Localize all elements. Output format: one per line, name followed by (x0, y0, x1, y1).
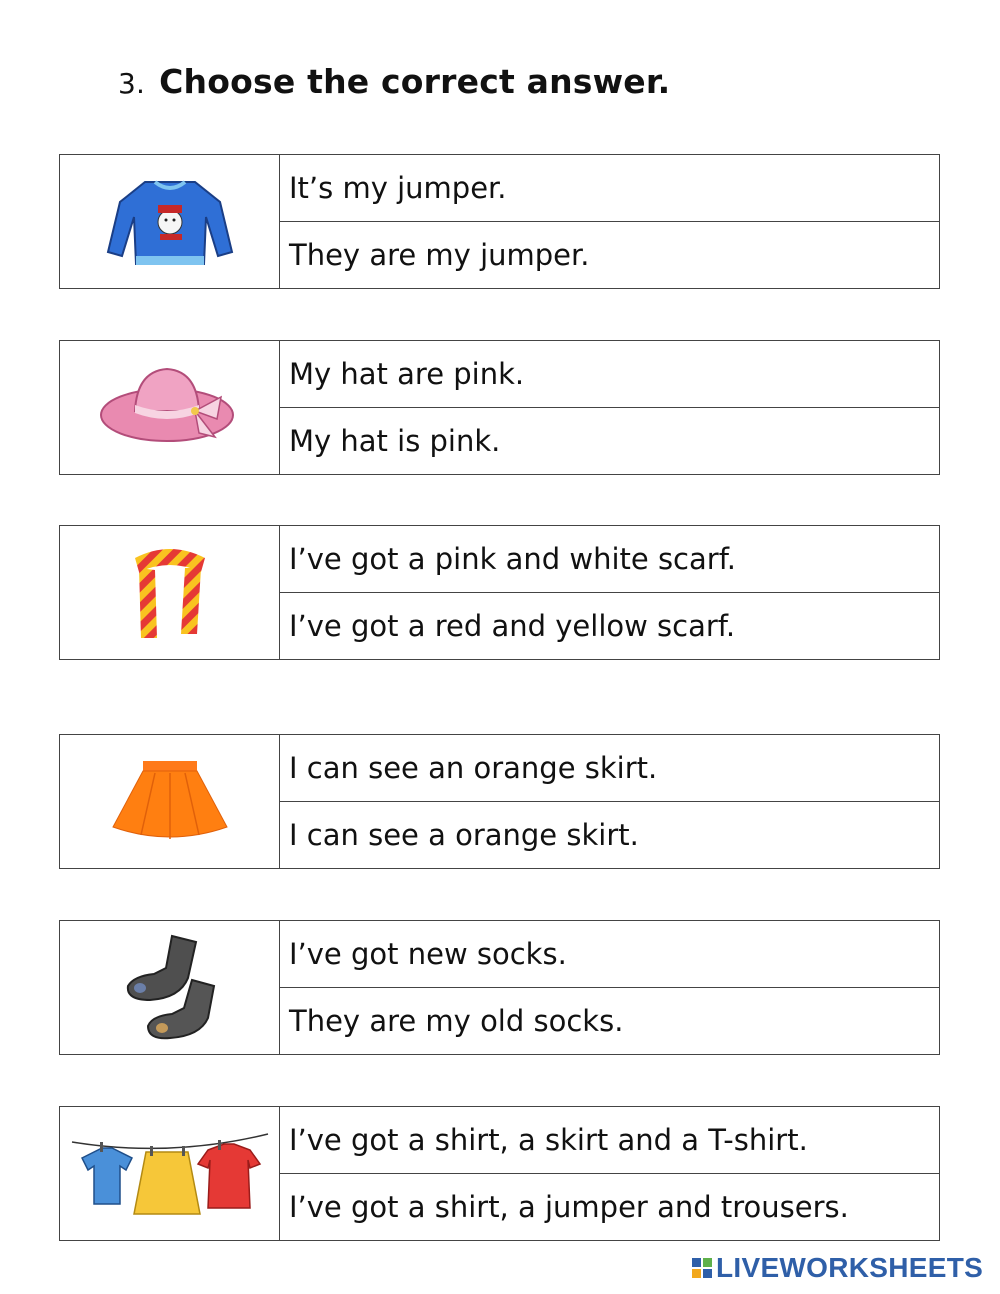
exercise-instruction: Choose the correct answer. (159, 62, 671, 101)
jumper-icon (60, 155, 280, 288)
skirt-icon (60, 735, 280, 868)
question-2 (59, 340, 940, 475)
question-6 (59, 1106, 940, 1241)
answer-option[interactable]: I can see a orange skirt. (280, 801, 939, 868)
answer-option[interactable]: My hat are pink. (289, 357, 525, 391)
answer-option[interactable]: They are my jumper. (280, 221, 939, 288)
exercise-number: 3. (118, 67, 146, 100)
answer-option[interactable]: I’ve got a pink and white scarf. (289, 542, 737, 576)
answer-option[interactable]: I’ve got a shirt, a skirt and a T-shirt. (289, 1123, 808, 1157)
liveworksheets-logo (692, 1252, 983, 1284)
brand-text: LIVEWORKSHEETS (716, 1252, 984, 1283)
logo-grid-icon (692, 1258, 712, 1278)
clothes-line-icon (60, 1107, 280, 1240)
exercise-title (118, 62, 670, 101)
answer-option[interactable]: I’ve got a shirt, a jumper and trousers. (280, 1173, 939, 1240)
socks-icon (60, 921, 280, 1054)
answer-option[interactable]: It’s my jumper. (289, 171, 507, 205)
answer-option[interactable]: I can see an orange skirt. (289, 751, 658, 785)
question-5 (59, 920, 940, 1055)
scarf-icon (60, 526, 280, 659)
answer-option[interactable]: I’ve got a red and yellow scarf. (280, 592, 939, 659)
question-1 (59, 154, 940, 289)
answer-option[interactable]: My hat is pink. (280, 407, 939, 474)
hat-icon (60, 341, 280, 474)
answer-option[interactable]: They are my old socks. (280, 987, 939, 1054)
question-4 (59, 734, 940, 869)
answer-option[interactable]: I’ve got new socks. (289, 937, 567, 971)
question-3 (59, 525, 940, 660)
